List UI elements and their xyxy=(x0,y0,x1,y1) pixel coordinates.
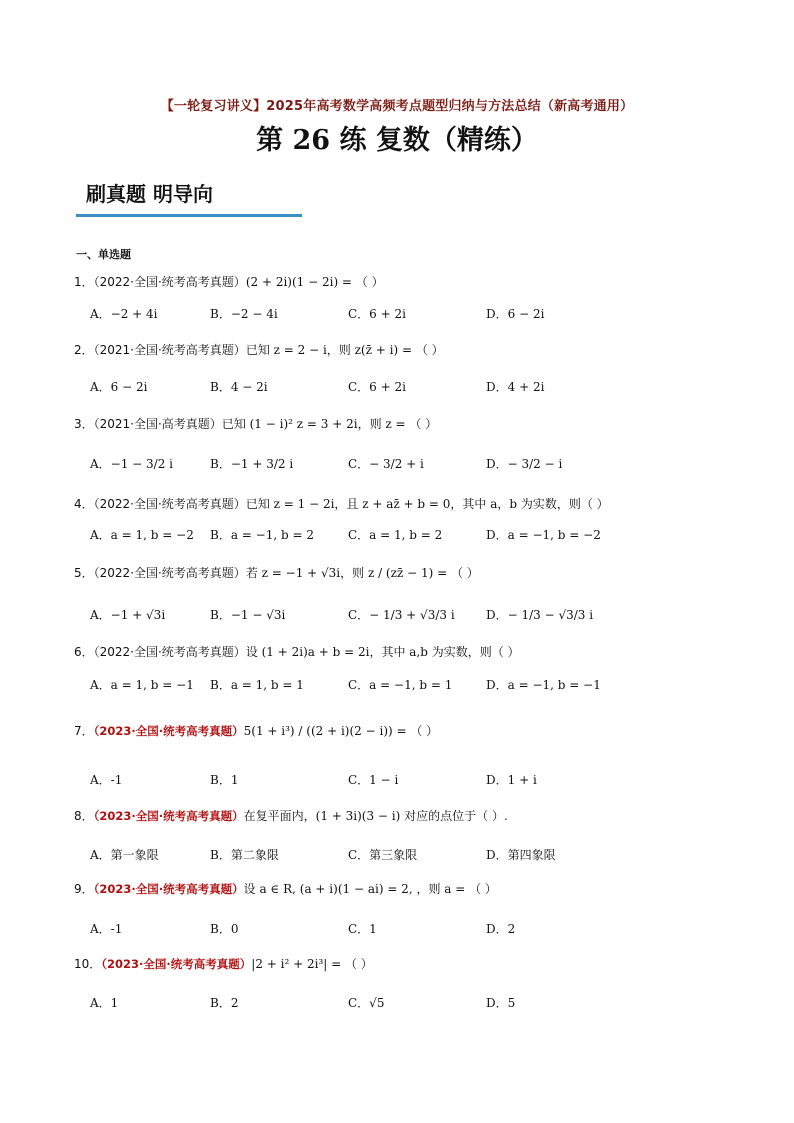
answer-option: C．− 1/3 + √3/3 i xyxy=(348,608,455,622)
question-text: 在复平面内，(1 + 3i)(3 − i) 对应的点位于（ ）. xyxy=(243,809,508,823)
answer-option: C．√5 xyxy=(348,996,385,1010)
answer-option: A．1 xyxy=(90,996,119,1010)
question-number: 2． xyxy=(74,343,94,357)
answer-option: B．a = −1, b = 2 xyxy=(210,528,314,542)
question-text: 若 z = −1 + √3i，则 z / (zz̄ − 1) = （ ） xyxy=(245,566,479,580)
answer-option: C．6 + 2i xyxy=(348,380,406,394)
section-underline xyxy=(76,214,302,217)
question-text: 5(1 + i³) / ((2 + i)(2 − i)) = （ ） xyxy=(243,724,439,738)
answer-option: C．1 − i xyxy=(348,773,399,787)
question-text: 设 a ∈ R, (a + i)(1 − ai) = 2, ，则 a = （ ） xyxy=(243,882,497,896)
answer-option: B．4 − 2i xyxy=(210,380,268,394)
answer-option: C．− 3/2 + i xyxy=(348,457,424,471)
answer-option: D．− 1/3 − √3/3 i xyxy=(486,608,594,622)
question-text: 已知 z = 1 − 2i，且 z + az̄ + b = 0，其中 a，b 为实数，则（ ） xyxy=(245,497,609,511)
question-source: （2022·全国·统考高考真题） xyxy=(93,275,246,289)
answer-option: A．−1 − 3/2 i xyxy=(90,457,174,471)
answer-option: B．第二象限 xyxy=(210,848,279,862)
question-source: （2023·全国·统考高考真题） xyxy=(101,957,252,971)
answer-option: D．a = −1, b = −2 xyxy=(486,528,601,542)
question-text: (2 + 2i)(1 − 2i) = （ ） xyxy=(245,275,384,289)
answer-option: A．-1 xyxy=(90,922,123,936)
question-stem xyxy=(74,722,754,740)
section-heading: 刷真题 明导向 xyxy=(86,182,213,206)
answer-option: C．6 + 2i xyxy=(348,307,406,321)
question-stem xyxy=(74,955,754,973)
question-text: |2 + i² + 2i³| = （ ） xyxy=(251,957,373,971)
question-stem xyxy=(74,495,754,513)
question-source: （2023·全国·统考高考真题） xyxy=(93,809,244,823)
answer-option: D．5 xyxy=(486,996,516,1010)
question-number: 7． xyxy=(74,724,94,738)
answer-option: D．6 − 2i xyxy=(486,307,545,321)
answer-option: D．2 xyxy=(486,922,516,936)
answer-option: B．2 xyxy=(210,996,239,1010)
question-source: （2022·全国·统考高考真题） xyxy=(93,566,246,580)
answer-option: C．a = −1, b = 1 xyxy=(348,678,453,692)
question-source: （2023·全国·统考高考真题） xyxy=(93,724,244,738)
answer-option: A．−1 + √3i xyxy=(90,608,166,622)
answer-option: A．a = 1, b = −1 xyxy=(90,678,194,692)
question-stem xyxy=(74,273,754,291)
answer-option: A．−2 + 4i xyxy=(90,307,158,321)
question-number: 3． xyxy=(74,417,94,431)
answer-option: B．−1 + 3/2 i xyxy=(210,457,294,471)
answer-option: A．6 − 2i xyxy=(90,380,148,394)
answer-option: D．4 + 2i xyxy=(486,380,545,394)
question-text: 设 (1 + 2i)a + b = 2i，其中 a,b 为实数，则（ ） xyxy=(245,645,520,659)
question-source: （2021·全国·统考高考真题） xyxy=(93,343,246,357)
question-stem xyxy=(74,415,754,433)
question-source: （2023·全国·统考高考真题） xyxy=(93,882,244,896)
question-text: 已知 (1 − i)² z = 3 + 2i，则 z = （ ） xyxy=(221,417,438,431)
answer-option: B．−2 − 4i xyxy=(210,307,278,321)
question-number: 5． xyxy=(74,566,94,580)
answer-option: B．−1 − √3i xyxy=(210,608,286,622)
page-title: 第 26 练 复数（精练） xyxy=(256,125,538,156)
question-number: 1． xyxy=(74,275,94,289)
answer-option: D．− 3/2 − i xyxy=(486,457,563,471)
question-stem xyxy=(74,564,754,582)
question-source: （2022·全国·统考高考真题） xyxy=(93,497,246,511)
question-number: 4． xyxy=(74,497,94,511)
answer-option: D．第四象限 xyxy=(486,848,556,862)
question-number: 9． xyxy=(74,882,94,896)
question-source: （2021·全国·高考真题） xyxy=(93,417,222,431)
answer-option: B．a = 1, b = 1 xyxy=(210,678,304,692)
answer-option: B．0 xyxy=(210,922,239,936)
question-stem xyxy=(74,341,754,359)
question-stem xyxy=(74,807,754,825)
question-stem xyxy=(74,643,754,661)
question-source: （2022·全国·统考高考真题） xyxy=(93,645,246,659)
question-type-label: 一、单选题 xyxy=(76,248,131,261)
question-number: 10． xyxy=(74,957,102,971)
question-number: 6． xyxy=(74,645,94,659)
answer-option: D．a = −1, b = −1 xyxy=(486,678,601,692)
question-number: 8． xyxy=(74,809,94,823)
answer-option: A．第一象限 xyxy=(90,848,159,862)
answer-option: B．1 xyxy=(210,773,239,787)
answer-option: D．1 + i xyxy=(486,773,537,787)
answer-option: A．-1 xyxy=(90,773,123,787)
document-header: 【一轮复习讲义】2025年高考数学高频考点题型归纳与方法总结（新高考通用） xyxy=(160,99,634,114)
answer-option: A．a = 1, b = −2 xyxy=(90,528,194,542)
answer-option: C．a = 1, b = 2 xyxy=(348,528,443,542)
answer-option: C．第三象限 xyxy=(348,848,418,862)
question-stem xyxy=(74,880,754,898)
answer-option: C．1 xyxy=(348,922,377,936)
question-text: 已知 z = 2 − i，则 z(z̄ + i) = （ ） xyxy=(245,343,444,357)
